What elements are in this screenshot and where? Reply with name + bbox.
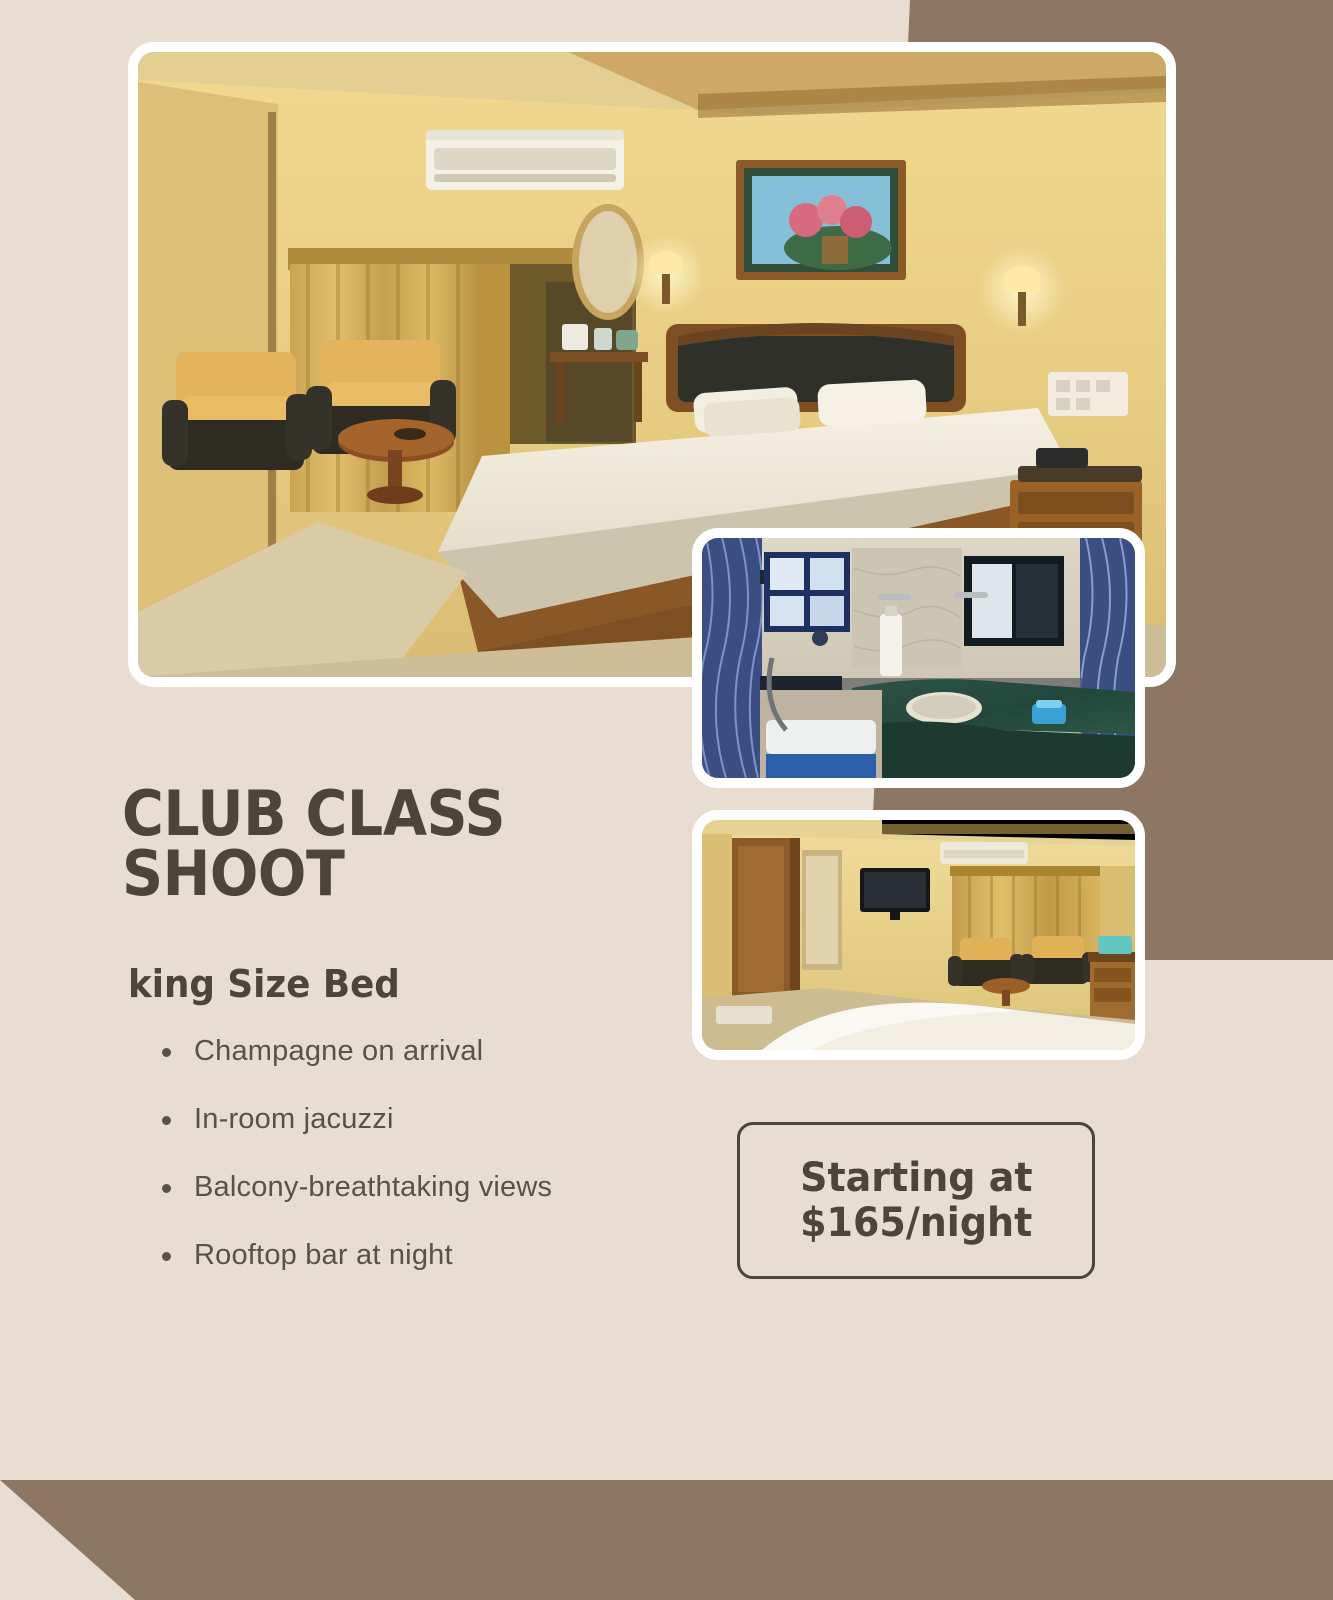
list-item: Balcony-breathtaking views <box>150 1171 710 1204</box>
second-room-photo <box>692 810 1145 1060</box>
list-item: Rooftop bar at night <box>150 1239 710 1272</box>
price-badge <box>737 1122 1095 1279</box>
feature-list <box>150 1035 710 1307</box>
page-title <box>122 776 637 911</box>
list-item: In-room jacuzzi <box>150 1103 710 1136</box>
second-room-photo-illustration <box>702 820 1135 1050</box>
subheading: king Size Bed <box>128 961 400 1006</box>
list-item: Champagne on arrival <box>150 1035 710 1068</box>
headline-line-1: CLUB CLASS <box>122 776 506 850</box>
bathroom-photo-illustration <box>702 538 1135 778</box>
background-shape-bottom-bar <box>0 1480 1333 1600</box>
price-label: Starting at <box>799 1154 1033 1201</box>
headline-line-2: SHOOT <box>122 837 345 911</box>
bathroom-photo <box>692 528 1145 788</box>
price-value: $165/night <box>799 1199 1033 1246</box>
